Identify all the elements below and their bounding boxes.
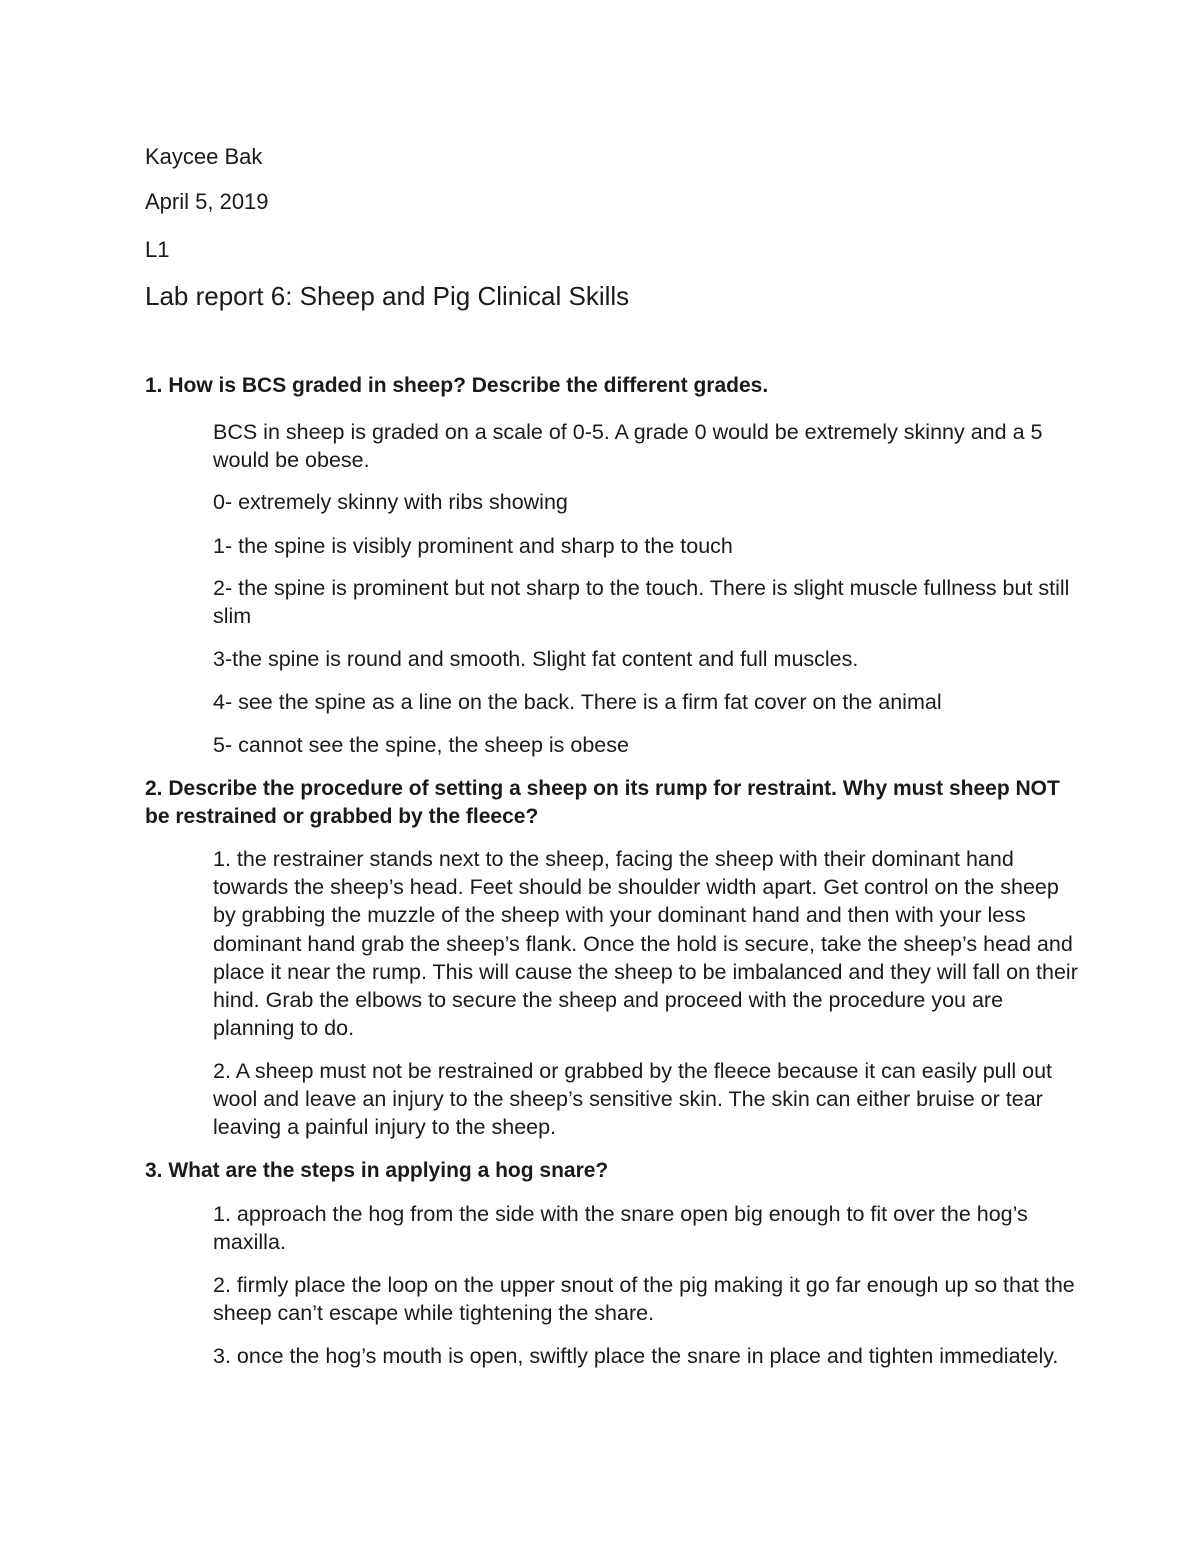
answer-paragraph: 1. the restrainer stands next to the sheep, facing the sheep with their dominant hand towards the sheep’s head. Feet should be shoulder width apart. Get control on the sheep by grabbing the muzzle of the sheep with your dominant hand and then with your less dominant hand grab the sheep’s flank. Once the hold is secure, take the sheep’s head and place it near the rump. This will cause the sheep to be imbalanced and they will fall on their hind. Grab the elbows to secure the sheep and proceed with the procedure you are planning to do. xyxy=(213,847,1078,1041)
answer-paragraph: 1. approach the hog from the side with the snare open big enough to fit over the hog’s maxilla. xyxy=(213,1202,1028,1255)
answer-paragraph: 3. once the hog’s mouth is open, swiftly place the snare in place and tighten immediately. xyxy=(213,1344,1059,1368)
question-1: 1. How is BCS graded in sheep? Describe the different grades. xyxy=(145,374,769,397)
answer-paragraph: 2. firmly place the loop on the upper snout of the pig making it go far enough up so that the sheep can’t escape while tightening the share. xyxy=(213,1273,1075,1326)
answer-paragraph: 3-the spine is round and smooth. Slight fat content and full muscles. xyxy=(213,647,859,671)
answer-paragraph: 2. A sheep must not be restrained or grabbed by the fleece because it can easily pull out wool and leave an injury to the sheep’s sensitive skin. The skin can either bruise or tear leaving a painful injury to the sheep. xyxy=(213,1059,1053,1140)
section-code: L1 xyxy=(145,237,170,262)
answer-paragraph: 5- cannot see the spine, the sheep is obese xyxy=(213,733,629,757)
question-2: 2. Describe the procedure of setting a sheep on its rump for restraint. Why must sheep NOT be restrained or grabbed by the fleece? xyxy=(145,777,1060,828)
question-3: 3. What are the steps in applying a hog snare? xyxy=(145,1159,609,1182)
report-date: April 5, 2019 xyxy=(145,189,269,214)
answer-paragraph: BCS in sheep is graded on a scale of 0-5. A grade 0 would be extremely skinny and a 5 would be obese. xyxy=(213,420,1043,473)
answer-paragraph: 1- the spine is visibly prominent and sharp to the touch xyxy=(213,534,733,558)
answer-paragraph: 4- see the spine as a line on the back. There is a firm fat cover on the animal xyxy=(213,690,942,714)
author-name: Kaycee Bak xyxy=(145,144,263,169)
document-title: Lab report 6: Sheep and Pig Clinical Skills xyxy=(145,281,630,311)
answer-paragraph: 0- extremely skinny with ribs showing xyxy=(213,490,568,514)
answer-paragraph: 2- the spine is prominent but not sharp to the touch. There is slight muscle fullness but still slim xyxy=(213,576,1070,629)
